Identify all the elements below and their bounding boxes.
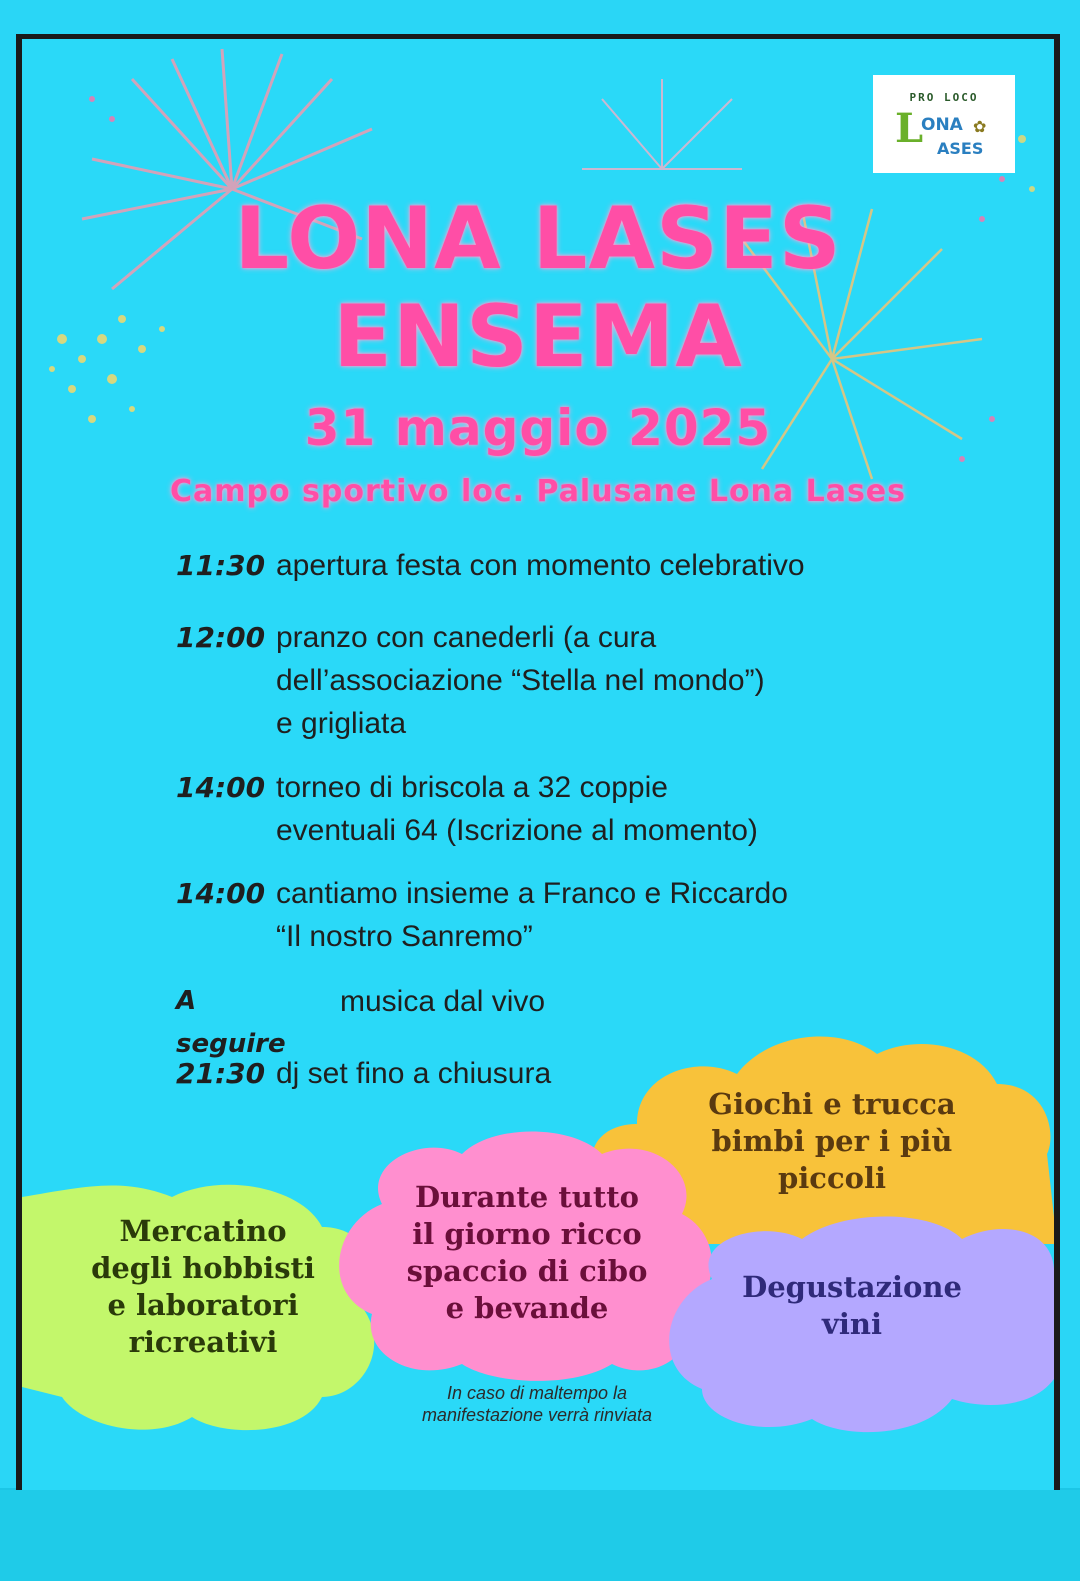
schedule-text: torneo di briscola a 32 coppie	[276, 771, 668, 804]
title-line-2: ENSEMA	[333, 287, 743, 387]
schedule-time: 14:00	[176, 771, 266, 804]
logo-ases-text: ASES	[937, 139, 984, 158]
schedule-text: cantiamo insieme a Franco e Riccardo	[276, 877, 788, 910]
purple-cloud-text	[702, 1269, 1002, 1343]
event-place: Campo sportivo loc. Palusane Lona Lases	[169, 474, 907, 509]
pro-loco-logo	[873, 75, 1015, 173]
event-date: 31 maggio 2025	[304, 399, 772, 457]
schedule-text: dell’associazione “Stella nel mondo”)	[276, 664, 765, 697]
schedule-text: apertura festa con momento celebrativo	[276, 549, 805, 582]
schedule-time: 21:30	[176, 1057, 266, 1090]
schedule-text: dj set fino a chiusura	[276, 1057, 552, 1090]
cloud-line: ricreativi	[128, 1325, 278, 1359]
note-line: manifestazione verrà rinviata	[421, 1405, 653, 1425]
cloud-line: piccoli	[778, 1161, 886, 1195]
cloud-line: il giorno ricco	[412, 1217, 642, 1251]
pink-cloud-text	[372, 1179, 682, 1327]
olive-icon: ✿	[973, 117, 987, 136]
schedule-time: 12:00	[176, 621, 266, 654]
weather-note	[377, 1382, 697, 1426]
cloud-line: Degustazione	[742, 1270, 962, 1304]
schedule-time: 11:30	[176, 549, 266, 582]
cloud-line: degli hobbisti	[91, 1251, 315, 1285]
schedule-text: “Il nostro Sanremo”	[276, 920, 533, 953]
note-line: In caso di maltempo la	[446, 1383, 628, 1403]
schedule-time: A seguire	[176, 986, 286, 1059]
logo-pro-loco-text: PRO LOCO	[909, 91, 979, 104]
cloud-line: Durante tutto	[415, 1180, 639, 1214]
schedule-text: e grigliata	[276, 707, 407, 740]
cloud-line: Giochi e trucca	[708, 1087, 956, 1121]
cloud-line: bimbi per i più	[711, 1124, 953, 1158]
cloud-line: spaccio di cibo	[406, 1254, 648, 1288]
schedule-text: musica dal vivo	[340, 985, 546, 1018]
cloud-line: e laboratori	[107, 1288, 299, 1322]
cloud-line: Mercatino	[119, 1214, 287, 1248]
schedule-text: pranzo con canederli (a cura	[276, 621, 657, 654]
bottom-strip	[0, 1490, 1080, 1581]
event-poster	[16, 34, 1060, 1490]
green-cloud-text	[68, 1213, 338, 1361]
schedule-time: 14:00	[176, 877, 266, 910]
logo-l-letter: L	[895, 105, 924, 152]
title-line-1: LONA LASES	[234, 189, 842, 289]
logo-lona-text: ONA	[921, 115, 963, 135]
cloud-line: e bevande	[445, 1291, 609, 1325]
cloud-line: vini	[822, 1307, 882, 1341]
schedule-text: eventuali 64 (Iscrizione al momento)	[276, 814, 758, 847]
